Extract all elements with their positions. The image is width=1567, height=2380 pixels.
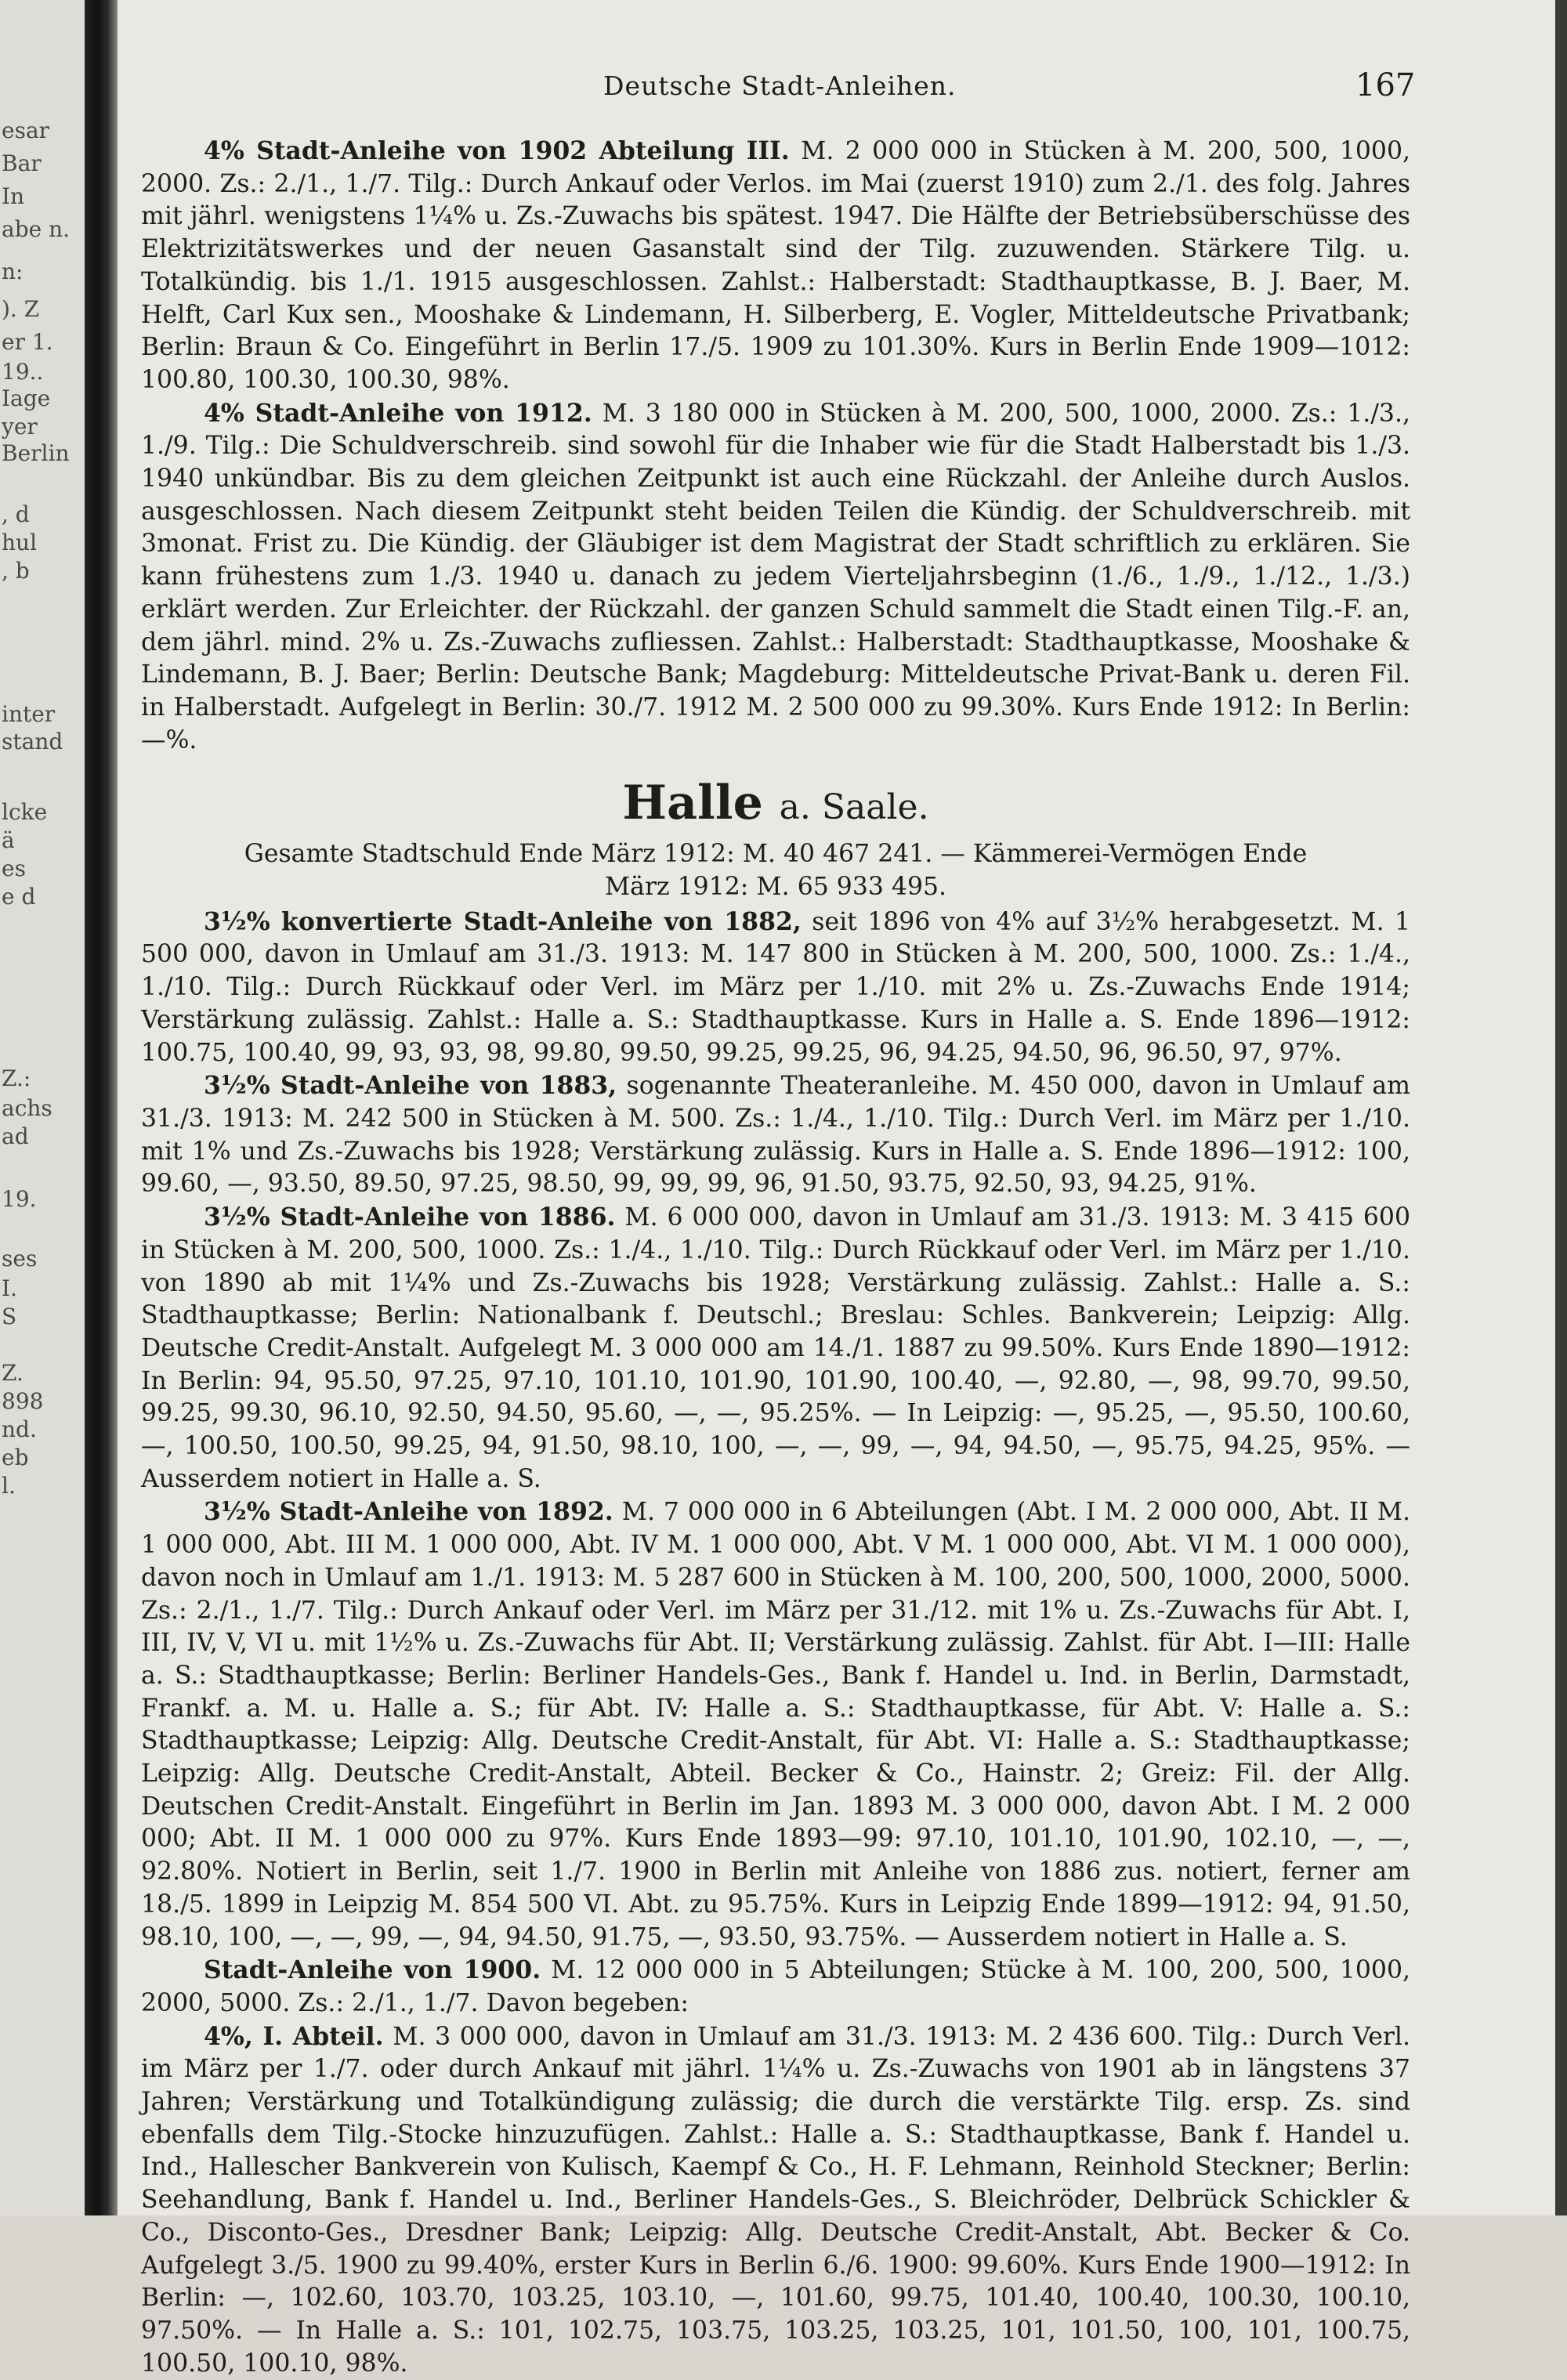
bond-heading: 4%, I. Abteil.: [204, 2021, 384, 2051]
bond-heading: 3½% konvertierte Stadt-Anleihe von 1882,: [204, 906, 802, 936]
left-page-text: l.: [2, 1473, 16, 1499]
left-page-text: Berlin: [2, 440, 70, 466]
running-title: Deutsche Stadt-Anleihen.: [603, 71, 957, 101]
book-edge: [1555, 0, 1567, 2215]
left-page-text: e d: [2, 884, 36, 910]
left-page-text: In: [2, 183, 25, 209]
bond-text: sogenannte Theateranleihe. M. 450 000, davon in Umlauf am 31./3. 1913: M. 242 500 in Stücken à M. 500. Zs.: 1./4., 1./10. Tilg.: Durch Verl. im März per 1./10. mit 1% und Zs.-Zuwachs bis 1928; Verstärkung zulässig. Kurs in Halle a. S. Ende 1896—1912: 100, 99.60, —, 93.50, 89.50, 97.25, 98.50, 99, 99, 99, 96, 91.50, 93.75, 92.50, 93, 94.25, 91%.: [141, 1072, 1411, 1199]
left-page-text: abe n.: [2, 216, 71, 242]
left-page-text: Z.: [2, 1360, 24, 1386]
bond-heading: 3½% Stadt-Anleihe von 1886.: [204, 1203, 616, 1232]
bond-heading: 3½% Stadt-Anleihe von 1883,: [204, 1071, 617, 1101]
left-page-text: ad: [2, 1123, 29, 1149]
bond-entry: [141, 135, 1410, 397]
adjacent-page-fragment: [0, 0, 85, 2215]
city-suffix: a. Saale.: [779, 787, 929, 828]
bond-entry: [141, 906, 1410, 1070]
left-page-text: inter: [2, 701, 56, 727]
city-heading: [141, 774, 1410, 837]
left-page-text: S: [2, 1304, 17, 1329]
left-page-text: I.: [2, 1275, 17, 1301]
bond-text: M. 3 000 000, davon in Umlauf am 31./3. 1913: M. 2 436 600. Tilg.: Durch Verl. im März per 1./7. oder durch Ankauf mit jährl. 1¼% u. Zs.-Zuwachs von 1901 ab in längstens 37 Jahren; Verstärkung und Totalkündigung zulässig; die durch die verstärkte Tilg. ersp. Zs. sind ebenfalls dem Tilg.-Stocke hinzuzufügen. Zahlst.: Halle a. S.: Stadthauptkasse, Bank f. Handel u. Ind., Hallescher Bankverein von Kulisch, Kaempf & Co., H. F. Lehmann, Reinhold Steckner; Berlin: Seehandlung, Bank f. Handel u. Ind., Berliner Handels-Ges., S. Bleichröder, Delbrück Schickler & Co., Disconto-Ges., Dresdner Bank; Leipzig: Allg. Deutsche Credit-Anstalt, Abt. Becker & Co. Aufgelegt 3./5. 1900 zu 99.40%, erster Kurs in Berlin 6./6. 1900: 99.60%. Kurs Ende 1900—1912: In Berlin: —, 102.60, 103.70, 103.25, 103.10, —, 101.60, 99.75, 101.40, 100.40, 100.30, 100.10, 97.50%. — In Halle a. S.: 101, 102.75, 103.75, 103.25, 103.25, 101, 101.50, 100, 101, 100.75, 100.50, 100.10, 98%.: [141, 2022, 1411, 2378]
left-page-text: achs: [2, 1095, 52, 1121]
bond-heading: Stadt-Anleihe von 1900.: [204, 1955, 541, 1985]
bond-heading: 4% Stadt-Anleihe von 1912.: [204, 398, 592, 428]
bond-entry: [141, 2020, 1410, 2380]
bond-heading: 3½% Stadt-Anleihe von 1892.: [204, 1497, 613, 1527]
left-page-text: Iage: [2, 385, 51, 411]
left-page-text: er 1.: [2, 329, 53, 355]
debt-summary-line: Gesamte Stadtschuld Ende März 1912: M. 40 467 241. — Kämmerei-Vermögen Ende: [244, 840, 1308, 869]
book-gutter: [85, 0, 118, 2215]
left-page-text: stand: [2, 729, 63, 754]
page-body: [141, 135, 1410, 2380]
book-page: [118, 0, 1555, 2378]
bond-entry: [141, 1496, 1410, 1954]
left-page-text: es: [2, 855, 26, 881]
debt-summary-line: März 1912: M. 65 933 495.: [604, 873, 947, 902]
left-page-text: yer: [2, 414, 38, 439]
left-page-text: ä: [2, 827, 15, 853]
left-page-text: nd.: [2, 1416, 37, 1442]
bond-entry: [141, 1069, 1410, 1201]
bond-heading: 4% Stadt-Anleihe von 1902 Abteilung III.: [204, 136, 790, 165]
bond-entry: [141, 397, 1410, 758]
debt-summary: [141, 838, 1410, 903]
left-page-text: Bar: [2, 150, 42, 176]
left-page-text: 19..: [2, 359, 44, 385]
page-number: 167: [1355, 67, 1416, 103]
left-page-text: hul: [2, 530, 38, 555]
left-page-text: , b: [2, 558, 30, 584]
left-page-text: n:: [2, 259, 24, 284]
bond-text: seit 1896 von 4% auf 3½% herabgesetzt. M. 1 500 000, davon in Umlauf am 31./3. 1913: M. 147 800 in Stücken à M. 200, 500, 1000. Zs.: 1./4., 1./10. Tilg.: Durch Rückkauf oder Verl. im März per 1./10. mit 2% u. Zs.-Zuwachs Ende 1914; Verstärkung zulässig. Zahlst.: Halle a. S.: Stadthauptkasse. Kurs in Halle a. S. Ende 1896—1912: 100.75, 100.40, 99, 93, 93, 98, 99.80, 99.50, 99.25, 99.25, 96, 94.25, 94.50, 96, 96.50, 97, 97%.: [141, 907, 1410, 1067]
bond-text: M. 7 000 000 in 6 Abteilungen (Abt. I M. 2 000 000, Abt. II M. 1 000 000, Abt. III M. 1 000 000, Abt. IV M. 1 000 000, Abt. V M. 1 000 000, Abt. VI M. 1 000 000), davon noch in Umlauf am 1./1. 1913: M. 5 287 600 in Stücken à M. 100, 200, 500, 1000, 2000, 5000. Zs.: 2./1., 1./7. Tilg.: Durch Ankauf oder Verl. im März per 31./12. mit 1% u. Zs.-Zuwachs für Abt. I, III, IV, V, VI u. mit 1½% u. Zs.-Zuwachs für Abt. II; Verstärkung zulässig. Zahlst. für Abt. I—III: Halle a. S.: Stadthauptkasse; Berlin: Berliner Handels-Ges., Bank f. Handel u. Ind. in Berlin, Darmstadt, Frankf. a. M. u. Halle a. S.; für Abt. IV: Halle a. S.: Stadthauptkasse, für Abt. V: Halle a. S.: Stadthauptkasse; Leipzig: Allg. Deutsche Credit-Anstalt, für Abt. VI: Halle a. S.: Stadthauptkasse; Leipzig: Allg. Deutsche Credit-Anstalt, Abteil. Becker & Co., Hainstr. 2; Greiz: Fil. der Allg. Deutschen Credit-Anstalt. Eingeführt in Berlin im Jan. 1893 M. 3 000 000, davon Abt. I M. 2 000 000; Abt. II M. 1 000 000 zu 97%. Kurs Ende 1893—99: 97.10, 101.10, 101.90, 102.10, —, —, 92.80%. Notiert in Berlin, seit 1./7. 1900 in Berlin mit Anleihe von 1886 zus. notiert, ferner am 18./5. 1899 in Leipzig M. 854 500 VI. Abt. zu 95.75%. Kurs in Leipzig Ende 1899—1912: 94, 91.50, 98.10, 100, —, —, 99, —, 94, 94.50, 91.75, —, 93.50, 93.75%. — Ausserdem notiert in Halle a. S.: [141, 1498, 1411, 1951]
city-name: Halle: [622, 776, 763, 831]
left-page-text: ). Z: [2, 296, 40, 322]
bond-text: M. 2 000 000 in Stücken à M. 200, 500, 1000, 2000. Zs.: 2./1., 1./7. Tilg.: Durch Ankauf oder Verlos. im Mai (zuerst 1910) zum 2./1. des folg. Jahres mit jährl. wenigstens 1¼% u. Zs.-Zuwachs bis spätest. 1947. Die Hälfte der Betriebsüberschüsse des Elektrizitätswerkes und der neuen Gasanstalt sind der Tilg. zuzuwenden. Stärkere Tilg. u. Totalkündig. bis 1./1. 1915 ausgeschlossen. Zahlst.: Halberstadt: Stadthauptkasse, B. J. Baer, M. Helft, Carl Kux sen., Mooshake & Lindemann, H. Silberberg, E. Vogler, Mitteldeutsche Privatbank; Berlin: Braun & Co. Eingeführt in Berlin 17./5. 1909 zu 101.30%. Kurs in Berlin Ende 1909—1012: 100.80, 100.30, 100.30, 98%.: [141, 137, 1411, 394]
left-page-text: 898: [2, 1388, 44, 1414]
bond-entry: [141, 1201, 1410, 1496]
bond-entry: [141, 1954, 1410, 2020]
bond-text: M. 6 000 000, davon in Umlauf am 31./3. 1913: M. 3 415 600 in Stücken à M. 200, 500, 1000. Zs.: 1./4., 1./10. Tilg.: Durch Rückkauf oder Verl. im März per 1./10. von 1890 ab mit 1¼% und Zs.-Zuwachs bis 1928; Verstärkung zulässig. Zahlst.: Halle a. S.: Stadthauptkasse; Berlin: Nationalbank f. Deutschl.; Breslau: Schles. Bankverein; Leipzig: Allg. Deutsche Credit-Anstalt. Aufgelegt M. 3 000 000 am 14./1. 1887 zu 99.50%. Kurs Ende 1890—1912: In Berlin: 94, 95.50, 97.25, 97.10, 101.10, 101.90, 101.90, 100.40, —, 92.80, —, 98, 99.70, 99.50, 99.25, 99.30, 96.10, 92.50, 94.50, 95.60, —, —, 95.25%. — In Leipzig: —, 95.25, —, 95.50, 100.60, —, 100.50, 100.50, 99.25, 94, 91.50, 98.10, 100, —, —, 99, —, 94, 94.50, —, 95.75, 94.25, 95%. — Ausserdem notiert in Halle a. S.: [141, 1203, 1410, 1493]
bond-text: M. 12 000 000 in 5 Abteilungen; Stücke à M. 100, 200, 500, 1000, 2000, 5000. Zs.: 2./1., 1./7. Davon begeben:: [141, 1956, 1411, 2017]
left-page-text: lcke: [2, 799, 48, 825]
bond-text: M. 3 180 000 in Stücken à M. 200, 500, 1000, 2000. Zs.: 1./3., 1./9. Tilg.: Die Schuldverschreib. sind sowohl für die Inhaber wie für die Stadt Halberstadt bis 1./3. 1940 unkündbar. Bis zu dem gleichen Zeitpunkt ist auch eine Rückzahl. der Anleihe durch Auslos. ausgeschlossen. Nach diesem Zeitpunkt steht beiden Teilen die Kündig. der Schuldverschreib. mit 3monat. Frist zu. Die Kündig. der Gläubiger ist dem Magistrat der Stadt schriftlich zu erklären. Sie kann frühestens zum 1./3. 1940 u. danach zu jedem Vierteljahrsbeginn (1./6., 1./9., 1./12., 1./3.) erklärt werden. Zur Erleichter. der Rückzahl. der ganzen Schuld sammelt die Stadt einen Tilg.-F. an, dem jährl. mind. 2% u. Zs.-Zuwachs zufliessen. Zahlst.: Halberstadt: Stadthauptkasse, Mooshake & Lindemann, B. J. Baer; Berlin: Deutsche Bank; Magdeburg: Mitteldeutsche Privat-Bank u. deren Fil. in Halberstadt. Aufgelegt in Berlin: 30./7. 1912 M. 2 500 000 zu 99.30%. Kurs Ende 1912: In Berlin: —%.: [141, 399, 1411, 754]
left-page-text: , d: [2, 501, 30, 527]
left-page-text: eb: [2, 1445, 29, 1470]
left-page-text: esar: [2, 118, 50, 143]
left-page-text: 19.: [2, 1186, 37, 1212]
left-page-text: Z.:: [2, 1065, 31, 1091]
left-page-text: ses: [2, 1246, 38, 1271]
